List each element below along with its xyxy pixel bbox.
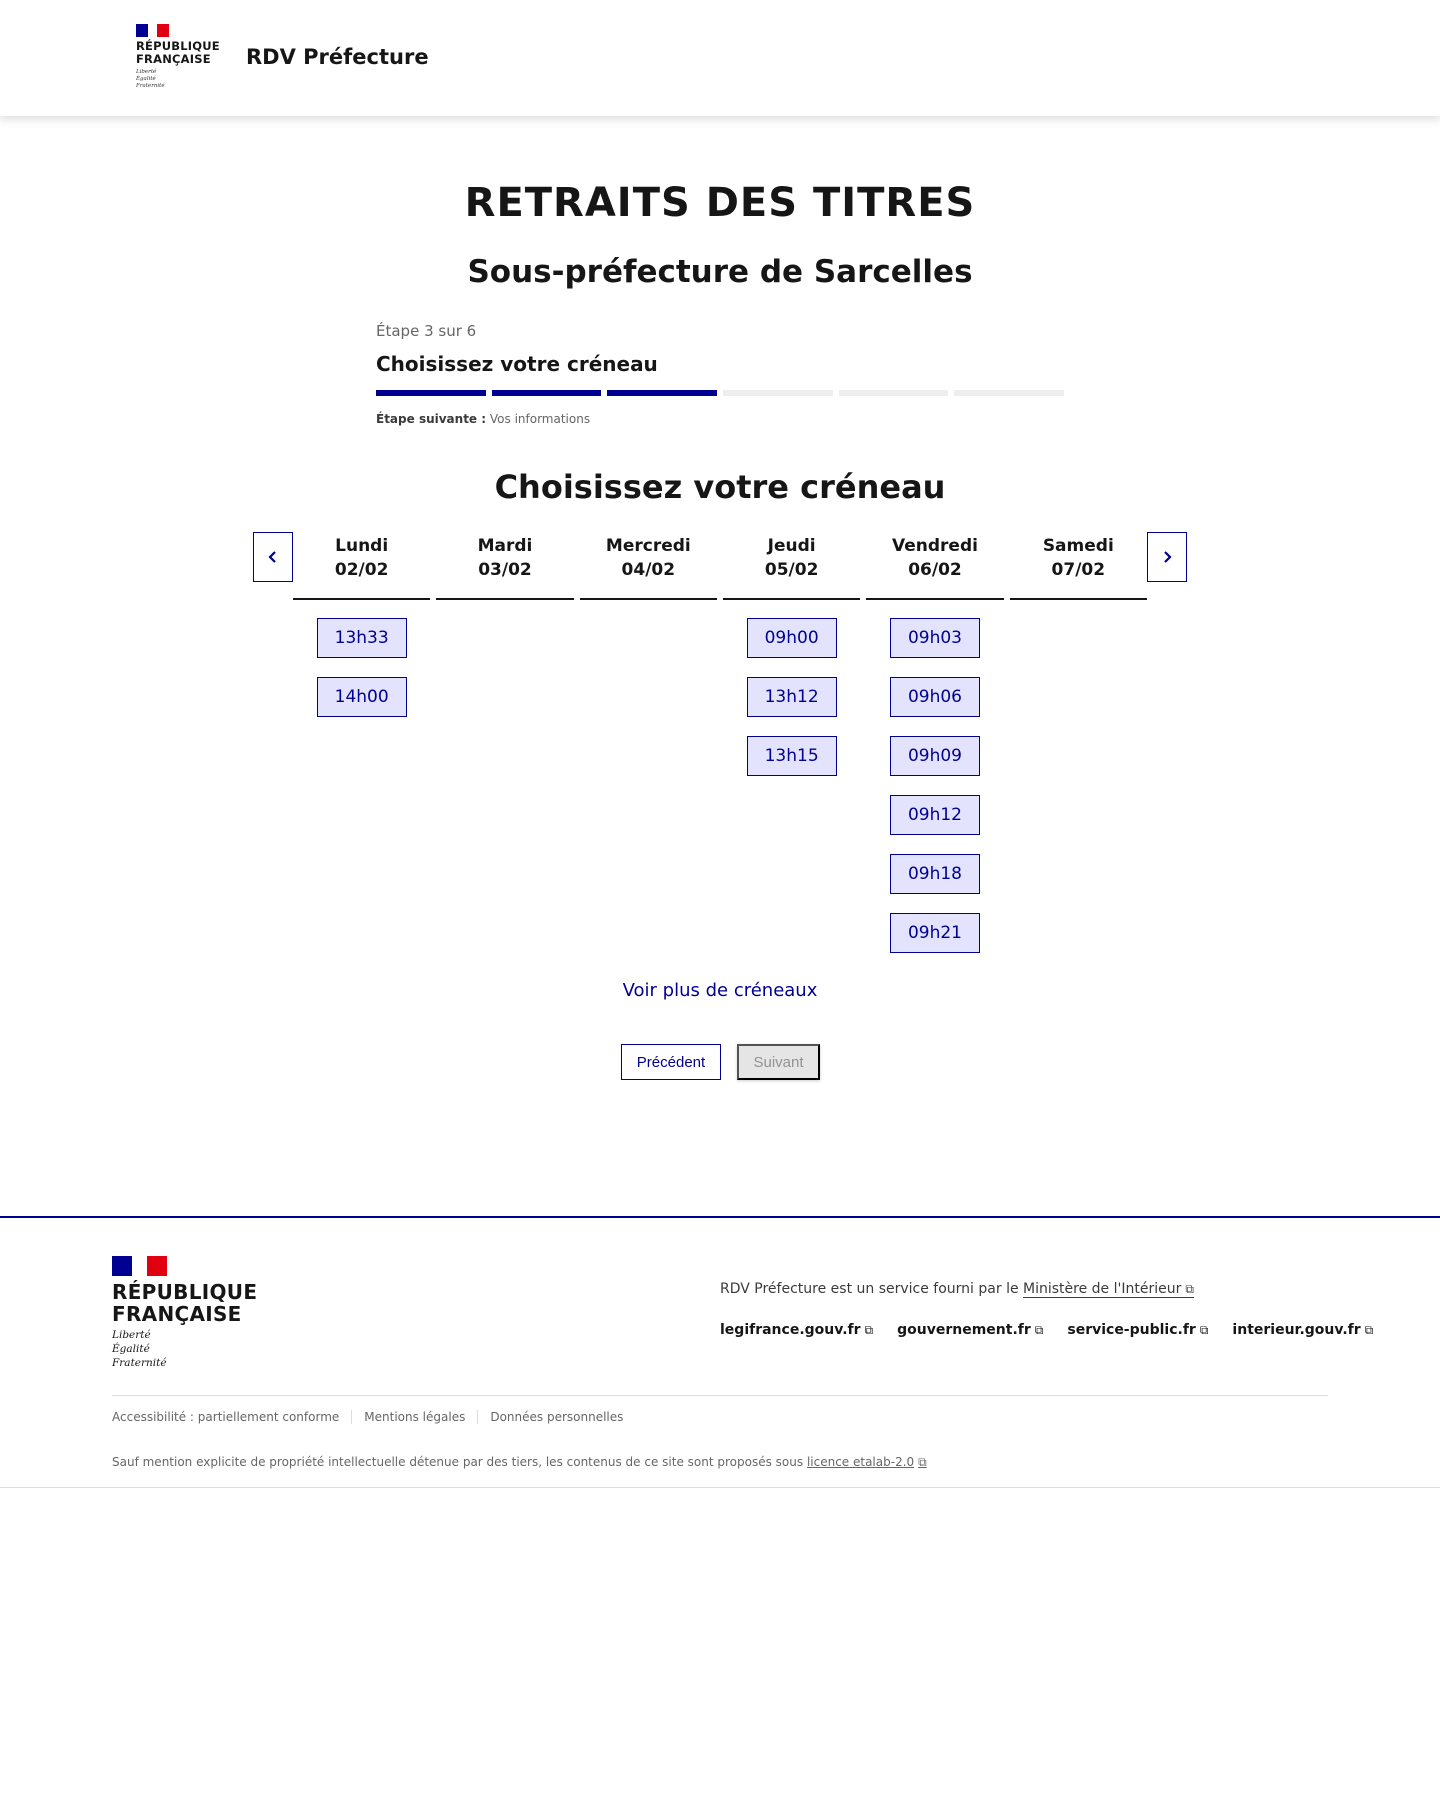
external-link-icon: ⧉ bbox=[1185, 1282, 1194, 1296]
footer-logo-text: RÉPUBLIQUE FRANÇAISE bbox=[112, 1280, 258, 1326]
day-header bbox=[580, 532, 717, 600]
calendar-title: Choisissez votre créneau bbox=[494, 468, 946, 506]
footer-bottom-links bbox=[112, 1410, 635, 1424]
day-name: Jeudi bbox=[767, 536, 816, 556]
stepper bbox=[376, 322, 1064, 426]
footer-divider bbox=[112, 1395, 1328, 1396]
footer-link[interactable]: legifrance.gouv.fr ⧉ bbox=[720, 1322, 874, 1338]
footer-link[interactable]: interieur.gouv.fr ⧉ bbox=[1232, 1322, 1374, 1338]
step-next: Étape suivante : Vos informations bbox=[376, 412, 591, 426]
external-link-icon: ⧉ bbox=[864, 1323, 874, 1337]
step-bar bbox=[376, 390, 486, 396]
day-column bbox=[293, 532, 430, 953]
day-column bbox=[723, 532, 860, 953]
republique-francaise-logo[interactable] bbox=[136, 24, 220, 94]
time-slot-button[interactable]: 09h12 bbox=[890, 795, 980, 835]
day-column bbox=[866, 532, 1003, 953]
external-link-icon: ⧉ bbox=[1364, 1323, 1374, 1337]
logo-devise: Liberté Égalité Fraternité bbox=[136, 69, 165, 89]
day-header bbox=[866, 532, 1003, 600]
external-link-icon: ⧉ bbox=[918, 1455, 927, 1469]
time-slot-button[interactable]: 09h09 bbox=[890, 736, 980, 776]
footer-licence: Sauf mention explicite de propriété intellectuelle détenue par des tiers, les contenus de ce site sont proposés sous licence etalab-2.0 ⧉ bbox=[112, 1455, 927, 1469]
time-slot-button[interactable]: 09h18 bbox=[890, 854, 980, 894]
step-bar bbox=[607, 390, 717, 396]
day-header bbox=[1010, 532, 1147, 600]
previous-button[interactable]: Précédent bbox=[621, 1044, 721, 1080]
prev-week-button[interactable] bbox=[253, 532, 293, 582]
step-progress-bar bbox=[376, 390, 1064, 396]
chevron-right-icon bbox=[1161, 550, 1173, 564]
step-bar bbox=[839, 390, 949, 396]
slot-list bbox=[293, 600, 430, 717]
footer-bottom-link[interactable]: Données personnelles bbox=[477, 1410, 635, 1424]
logo-text: RÉPUBLIQUE FRANÇAISE bbox=[136, 39, 220, 66]
slot-list bbox=[436, 600, 573, 618]
site-header bbox=[0, 0, 1440, 116]
day-column bbox=[436, 532, 573, 953]
form-actions bbox=[621, 1044, 820, 1080]
footer-link[interactable]: gouvernement.fr ⧉ bbox=[897, 1322, 1044, 1338]
day-name: Mardi bbox=[477, 536, 533, 556]
time-slot-button[interactable]: 09h00 bbox=[747, 618, 837, 658]
next-button[interactable]: Suivant bbox=[737, 1044, 820, 1080]
day-column bbox=[1010, 532, 1147, 953]
calendar-days bbox=[293, 532, 1147, 953]
day-header bbox=[293, 532, 430, 600]
step-bar bbox=[492, 390, 602, 396]
day-header bbox=[723, 532, 860, 600]
step-next-value: Vos informations bbox=[489, 412, 591, 426]
day-name: Mercredi bbox=[605, 536, 691, 556]
marianne-flag-icon bbox=[112, 1256, 167, 1276]
footer-description: RDV Préfecture est un service fourni par le Ministère de l'Intérieur ⧉ bbox=[720, 1281, 1194, 1297]
day-date: 07/02 bbox=[1051, 560, 1106, 580]
step-bar bbox=[723, 390, 833, 396]
slot-list bbox=[580, 600, 717, 618]
day-header bbox=[436, 532, 573, 600]
day-date: 06/02 bbox=[908, 560, 962, 580]
page-title: RETRAITS DES TITRES bbox=[464, 180, 976, 226]
footer-links bbox=[720, 1322, 1373, 1338]
marianne-flag-icon bbox=[136, 24, 169, 37]
time-slot-button[interactable]: 13h12 bbox=[747, 677, 837, 717]
day-date: 04/02 bbox=[621, 560, 676, 580]
time-slot-button[interactable]: 13h15 bbox=[747, 736, 837, 776]
day-name: Lundi bbox=[335, 536, 389, 556]
footer-link[interactable]: service-public.fr ⧉ bbox=[1067, 1322, 1209, 1338]
time-slot-button[interactable]: 09h03 bbox=[890, 618, 980, 658]
footer-logo[interactable] bbox=[112, 1256, 257, 1370]
time-slot-button[interactable]: 13h33 bbox=[317, 618, 407, 658]
slot-list bbox=[866, 600, 1003, 953]
site-footer bbox=[0, 1216, 1440, 1488]
day-column bbox=[580, 532, 717, 953]
step-state: Étape 3 sur 6 bbox=[376, 322, 477, 340]
time-slot-button[interactable]: 09h21 bbox=[890, 913, 980, 953]
day-date: 02/02 bbox=[334, 560, 389, 580]
day-date: 05/02 bbox=[764, 560, 819, 580]
day-date: 03/02 bbox=[478, 560, 532, 580]
service-title[interactable]: RDV Préfecture bbox=[246, 45, 429, 69]
licence-link[interactable]: licence etalab-2.0 ⧉ bbox=[806, 1455, 927, 1469]
day-name: Samedi bbox=[1042, 536, 1114, 556]
step-bar bbox=[954, 390, 1064, 396]
page-subtitle: Sous-préfecture de Sarcelles bbox=[467, 254, 973, 290]
time-slot-button[interactable]: 14h00 bbox=[317, 677, 407, 717]
footer-logo-devise: Liberté Égalité Fraternité bbox=[112, 1329, 167, 1369]
next-week-button[interactable] bbox=[1147, 532, 1187, 582]
step-title: Choisissez votre créneau bbox=[376, 352, 658, 376]
footer-bottom-link[interactable]: Accessibilité : partiellement conforme bbox=[112, 1410, 340, 1424]
day-name: Vendredi bbox=[892, 536, 978, 556]
more-slots-link[interactable]: Voir plus de créneaux bbox=[622, 980, 818, 1001]
time-slot-button[interactable]: 09h06 bbox=[890, 677, 980, 717]
external-link-icon: ⧉ bbox=[1034, 1323, 1044, 1337]
slot-list bbox=[1010, 600, 1147, 618]
footer-bottom-link[interactable]: Mentions légales bbox=[351, 1410, 477, 1424]
chevron-left-icon bbox=[267, 550, 279, 564]
external-link-icon: ⧉ bbox=[1199, 1323, 1209, 1337]
ministere-link[interactable]: Ministère de l'Intérieur ⧉ bbox=[1023, 1281, 1194, 1297]
slot-list bbox=[723, 600, 860, 776]
